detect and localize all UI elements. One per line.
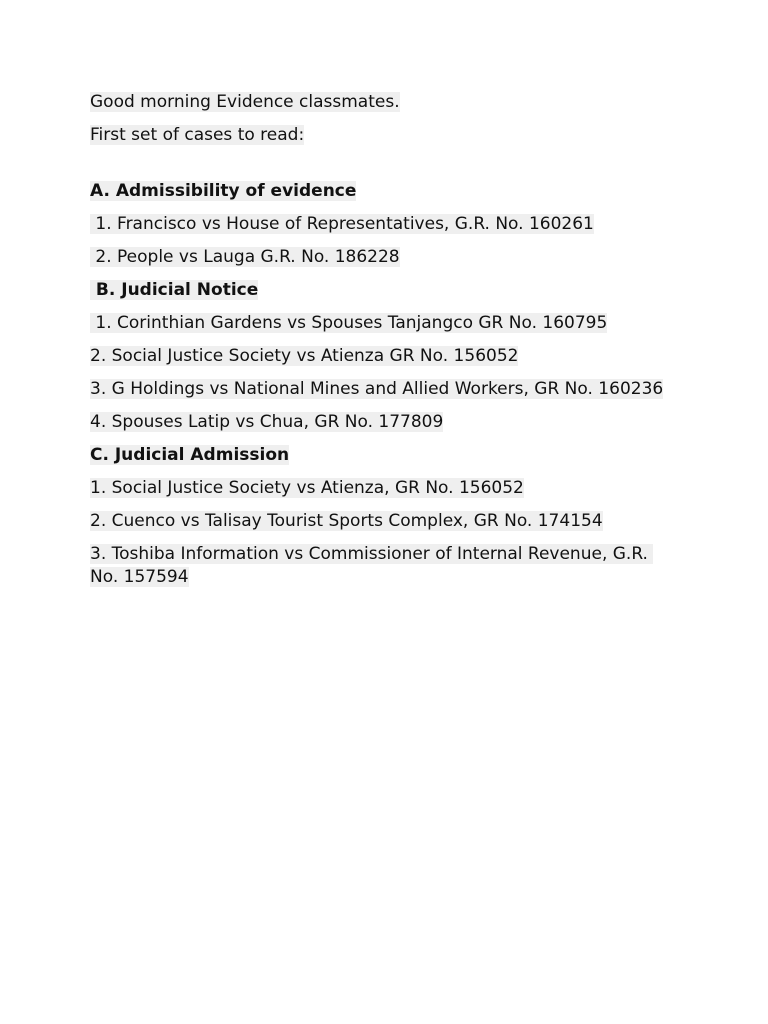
section-a-item-2: 2. People vs Lauga G.R. No. 186228	[90, 247, 400, 267]
section-c-item-2: 2. Cuenco vs Talisay Tourist Sports Complex, GR No. 174154	[90, 511, 603, 531]
section-b-item-1: 1. Corinthian Gardens vs Spouses Tanjangco GR No. 160795	[90, 313, 608, 333]
intro-line	[90, 124, 680, 147]
section-b-item-4: 4. Spouses Latip vs Chua, GR No. 177809	[90, 412, 444, 432]
greeting-text: Good morning Evidence classmates.	[90, 92, 400, 112]
greeting-line	[90, 91, 680, 114]
section-c-item-3: 3. Toshiba Information vs Commissioner of Internal Revenue, G.R. No. 157594	[90, 544, 654, 587]
section-b-heading: B. Judicial Notice	[90, 280, 259, 300]
section-b-item-3: 3. G Holdings vs National Mines and Allied Workers, GR No. 160236	[90, 379, 664, 399]
section-a-heading: A. Admissibility of evidence	[90, 181, 357, 201]
section-c-heading: C. Judicial Admission	[90, 445, 290, 465]
section-c-item-1: 1. Social Justice Society vs Atienza, GR No. 156052	[90, 478, 524, 498]
section-a-item-1: 1. Francisco vs House of Representatives, G.R. No. 160261	[90, 214, 594, 234]
blank-line	[90, 157, 680, 180]
section-b-item-2: 2. Social Justice Society vs Atienza GR No. 156052	[90, 346, 519, 366]
intro-text: First set of cases to read:	[90, 125, 305, 145]
document-body	[90, 91, 680, 599]
